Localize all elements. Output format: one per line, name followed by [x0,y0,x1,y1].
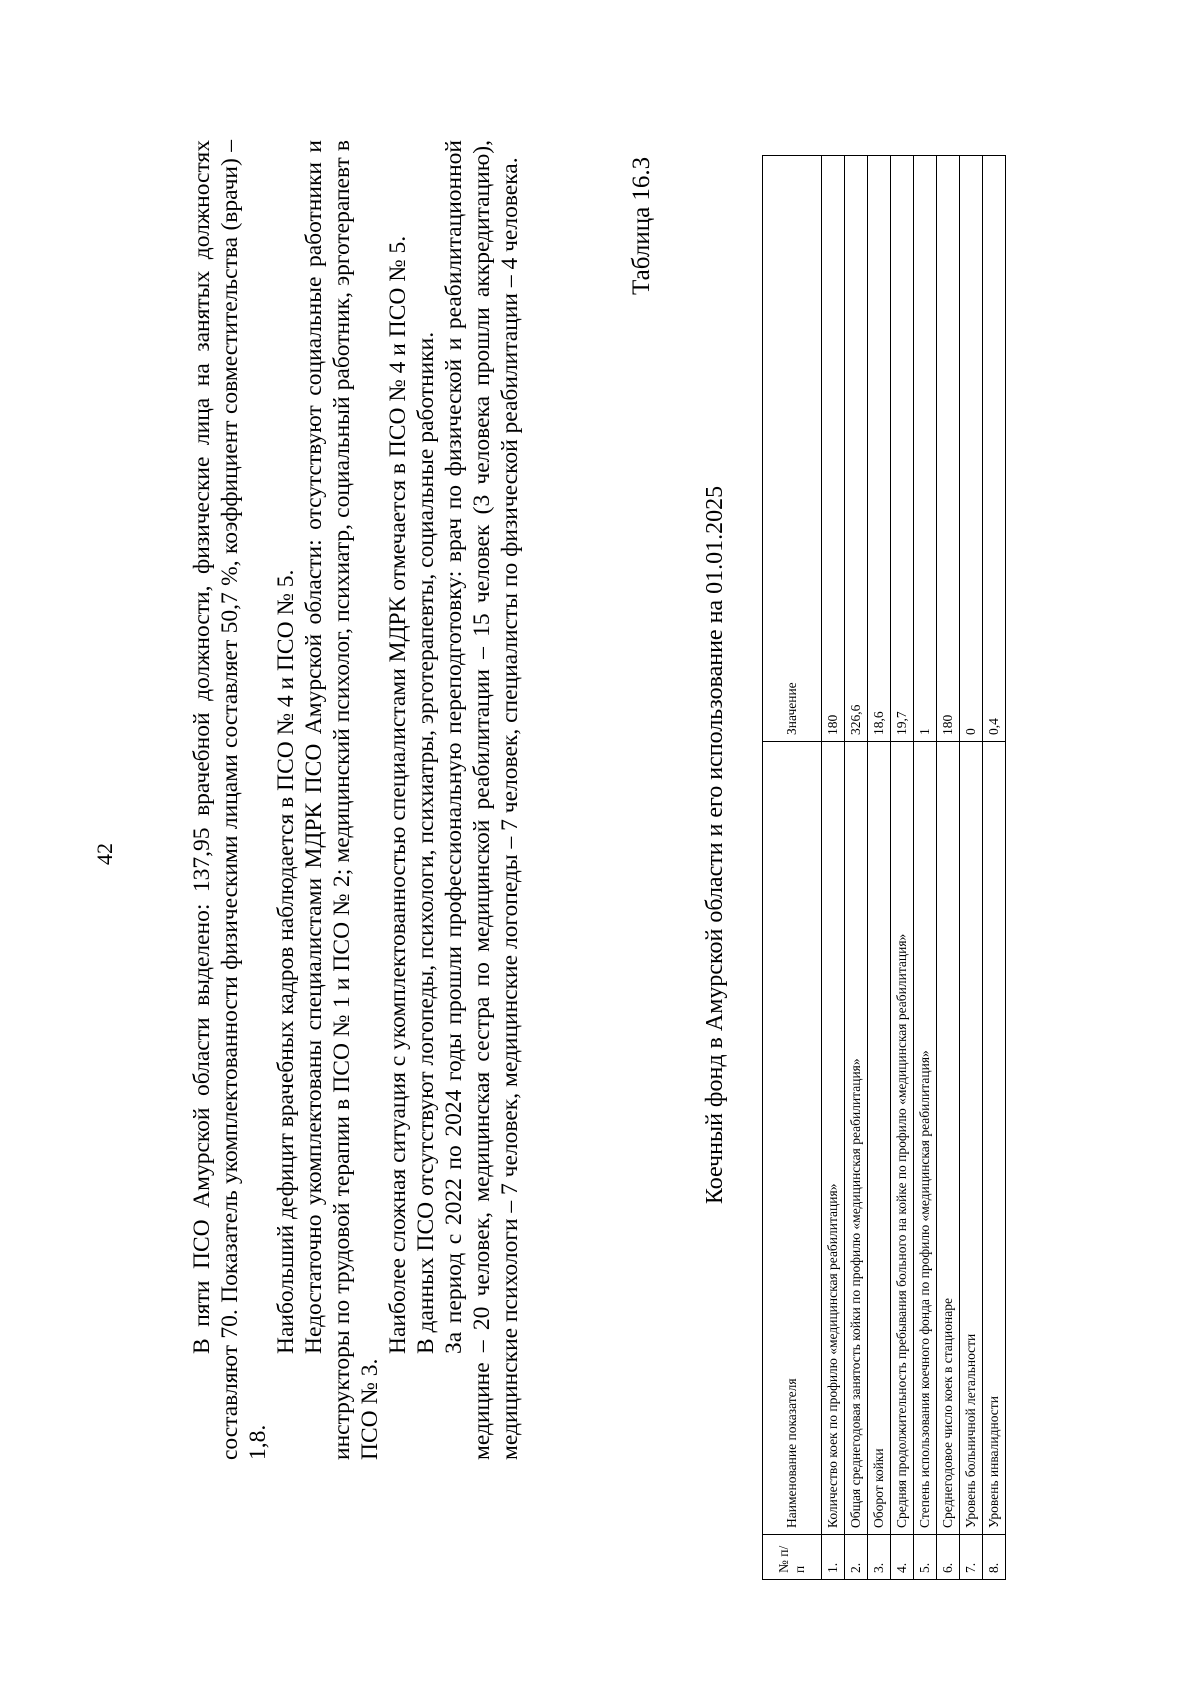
body-text [188,140,524,1460]
cell-indicator: Уровень инвалидности [983,742,1006,1535]
cell-indicator: Оборот койки [868,742,891,1535]
cell-number: 5. [914,1535,937,1580]
bed-fund-table [762,155,1006,1580]
table-row [937,156,960,1580]
cell-value: 326,6 [845,156,868,742]
cell-number: 4. [891,1535,914,1580]
paragraph: В пяти ПСО Амурской области выделено: 137,95 врачебной должности, физические лица на занятых должностях составляют 70. Показатель укомплектованности физическими лицами составляет 50,7 %, коэффициент совместительства (врачи) – 1,8. [189,140,271,1460]
paragraph: Недостаточно укомплектованы специалистами МДРК ПСО Амурской области: отсутствуют социальные работники и инструкторы по трудовой терапии в ПСО № 1 и ПСО № 2; медицинский психолог, психиатр, социальный работник, эрготерапевт в ПСО № 3. [301,140,383,1460]
paragraph: За период с 2022 по 2024 годы прошли профессиональную переподготовку: врач по физической и реабилитационной медицине – 20 человек, медицинская сестра по медицинской реабилитации – 15 человек (3 человека прошли аккредитацию), медицинские психологи – 7 человек, медицинские логопеды – 7 человек, специалисты по физической реабилитации – 4 человека. [441,140,523,1460]
table-row [960,156,983,1580]
header-cell-indicator: Наименование показателя [763,742,822,1535]
table-row [822,156,845,1580]
cell-value: 180 [937,156,960,742]
cell-value: 19,7 [891,156,914,742]
cell-indicator: Средняя продолжительность пребывания больного на койке по профилю «медицинская реабилитация» [891,742,914,1535]
table-header-row [763,156,822,1580]
header-cell-value: Значение [763,156,822,742]
cell-indicator: Степень использования коечного фонда по профилю «медицинская реабилитация» [914,742,937,1535]
cell-value: 180 [822,156,845,742]
paragraph: В данных ПСО отсутствуют логопеды, психологи, психиатры, эрготерапевты, социальные работники. [413,331,439,1354]
cell-value: 0 [960,156,983,742]
table-row [914,156,937,1580]
cell-number: 8. [983,1535,1006,1580]
cell-number: 7. [960,1535,983,1580]
table-title: Коечный фонд в Амурской области и его использование на 01.01.2025 [702,485,728,1205]
cell-indicator: Общая среднегодовая занятость койки по профилю «медицинская реабилитация» [845,742,868,1535]
cell-number: 2. [845,1535,868,1580]
paragraph: Наиболее сложная ситуация с укомплектованностью специалистами МДРК отмечается в ПСО № 4 и ПСО № 5. [385,235,411,1354]
cell-value: 18,6 [868,156,891,742]
table-row [868,156,891,1580]
table-row [845,156,868,1580]
cell-indicator: Среднегодовое число коек в стационаре [937,742,960,1535]
cell-indicator: Уровень больничной летальности [960,742,983,1535]
cell-value: 1 [914,156,937,742]
cell-indicator: Количество коек по профилю «медицинская реабилитация» [822,742,845,1535]
table-row [983,156,1006,1580]
cell-number: 6. [937,1535,960,1580]
table-label: Таблица 16.3 [628,156,655,295]
paragraph: Наибольший дефицит врачебных кадров наблюдается в ПСО № 4 и ПСО № 5. [273,569,299,1354]
header-cell-number: № п/п [763,1535,822,1580]
cell-number: 1. [822,1535,845,1580]
page-number: 42 [92,843,117,865]
cell-value: 0,4 [983,156,1006,742]
cell-number: 3. [868,1535,891,1580]
table-row [891,156,914,1580]
